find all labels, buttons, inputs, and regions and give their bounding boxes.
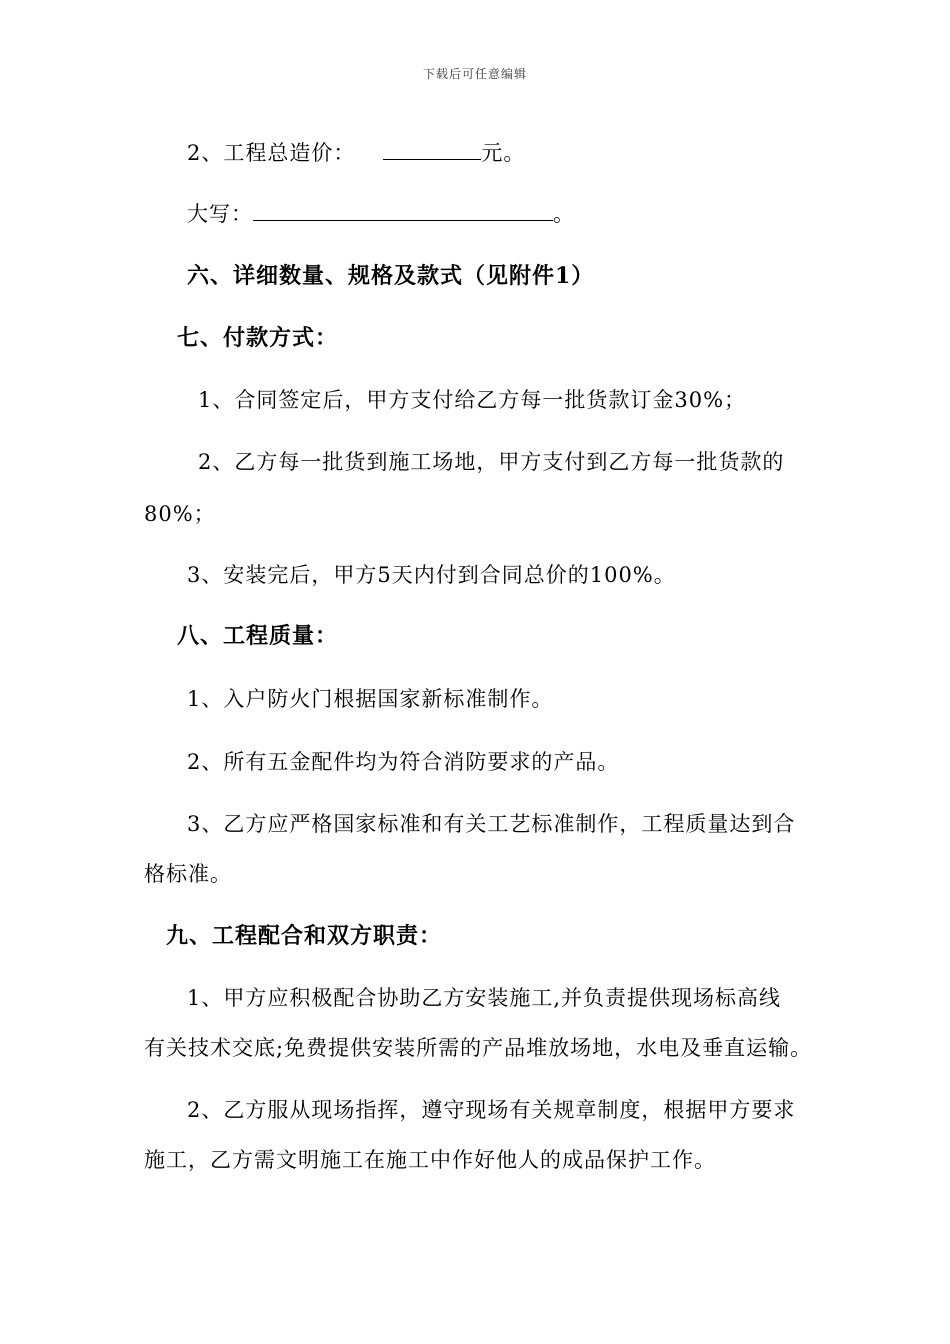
capital-amount-label: 大写：	[187, 202, 253, 226]
section-7-heading: 七、付款方式：	[177, 325, 339, 351]
section-9-item-1-line-1: 1、甲方应积极配合协助乙方安装施工,并负责提供现场标高线	[187, 986, 782, 1010]
section-7-item-3: 3、安装完后，甲方5天内付到合同总价的100%。	[187, 563, 676, 587]
capital-amount-line	[187, 200, 575, 228]
section-9-item-2-line-2: 施工，乙方需文明施工在施工中作好他人的成品保护工作。	[144, 1148, 716, 1172]
total-price-blank	[383, 139, 481, 160]
section-9-item-2-line-1: 2、乙方服从现场指挥，遵守现场有关规章制度，根据甲方要求	[187, 1098, 796, 1122]
section-9-item-1-line-2: 有关技术交底;免费提供安装所需的产品堆放场地，水电及垂直运输。	[144, 1036, 813, 1060]
section-7-item-2-line-1: 2、乙方每一批货到施工场地，甲方支付到乙方每一批货款的	[198, 450, 785, 474]
total-price-label: 2、工程总造价：	[187, 141, 356, 165]
section-9-heading: 九、工程配合和双方职责：	[166, 923, 443, 949]
section-7-item-1: 1、合同签定后，甲方支付给乙方每一批货款订金30%；	[198, 388, 747, 412]
header-note: 下载后可任意编辑	[422, 67, 527, 81]
section-8-item-2: 2、所有五金配件均为符合消防要求的产品。	[187, 750, 620, 774]
capital-amount-end: 。	[553, 202, 575, 226]
section-8-heading: 八、工程质量：	[177, 623, 339, 649]
total-price-line	[187, 139, 525, 167]
section-8-item-1: 1、入户防火门根据国家新标准制作。	[187, 687, 554, 711]
section-6-heading: 六、详细数量、规格及款式（见附件1）	[187, 263, 595, 289]
capital-amount-blank	[253, 200, 553, 221]
section-8-item-3-line-1: 3、乙方应严格国家标准和有关工艺标准制作，工程质量达到合	[187, 812, 796, 836]
total-price-unit: 元。	[481, 141, 526, 165]
section-8-item-3-line-2: 格标准。	[144, 862, 232, 886]
section-7-item-2-line-2: 80%；	[144, 502, 216, 526]
